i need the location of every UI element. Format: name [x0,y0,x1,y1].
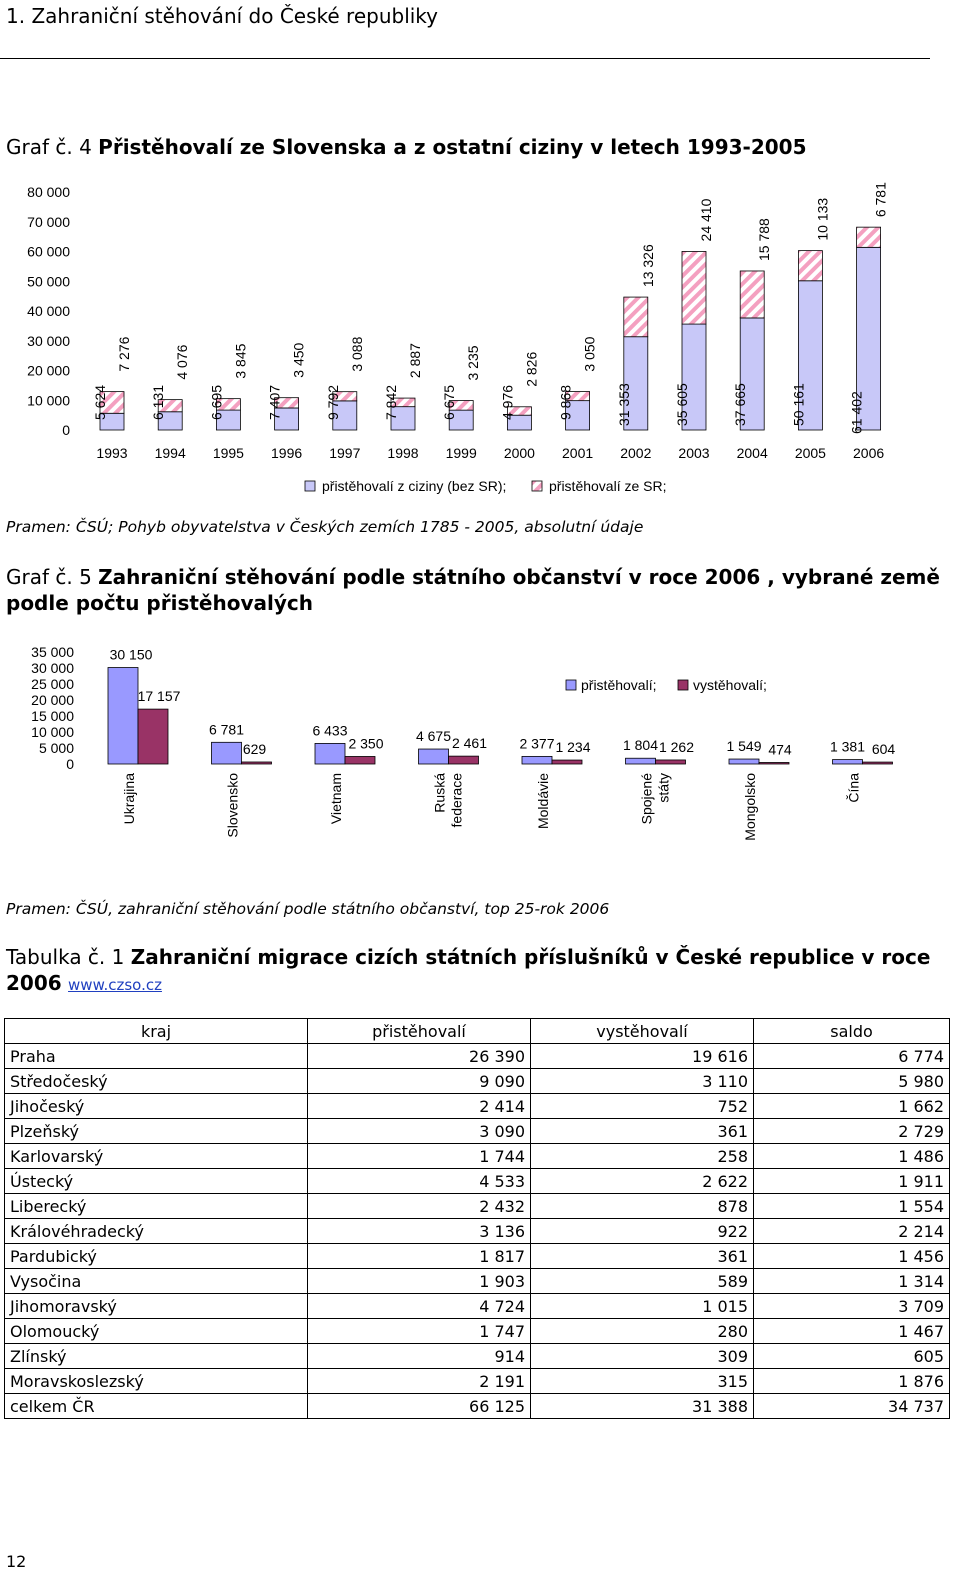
legend-label-slovak: přistěhovalí ze SR; [549,478,667,494]
czso-link[interactable]: www.czso.cz [68,976,162,994]
cell-kraj: Jihočeský [5,1094,308,1119]
cell-emigrants: 361 [531,1244,754,1269]
bar-immigrants [833,760,863,764]
cell-emigrants: 922 [531,1219,754,1244]
bar-slovak [682,251,706,324]
x-tick-label: 1995 [212,445,244,461]
section-divider [0,58,930,59]
bar-immigrants [212,742,242,764]
legend-label-immigrants: přistěhovalí; [581,677,657,693]
table-row [5,1269,950,1294]
x-tick-label: 2003 [678,445,710,461]
x-tick-label: 1994 [154,445,186,461]
graph5-caption [6,564,946,616]
cell-kraj: Zlínský [5,1344,308,1369]
data-label-immigrants: 1 549 [726,738,762,755]
table-row [5,1369,950,1394]
cell-saldo: 1 662 [754,1094,950,1119]
x-category-label: federace [448,773,465,828]
graph4-source: Pramen: ČSÚ; Pohyb obyvatelstva v Českých zemích 1785 - 2005, absolutní údaje [6,518,644,536]
cell-saldo: 1 467 [754,1319,950,1344]
cell-kraj: Pardubický [5,1244,308,1269]
x-tick-label: 2004 [736,445,768,461]
data-label-foreign: 9 792 [324,384,341,420]
cell-saldo: 605 [754,1344,950,1369]
data-label-immigrants: 30 150 [109,646,153,663]
data-label-foreign: 7 842 [383,384,399,420]
data-label-foreign: 61 402 [848,391,865,434]
data-label-emigrants: 2 350 [348,735,384,752]
x-tick-label: 1998 [387,445,419,461]
data-label-emigrants: 604 [871,741,896,758]
bar-immigrants [419,749,449,764]
data-label-foreign: 6 695 [208,384,225,420]
bar-slovak [740,271,764,318]
cell-immigrants: 1 747 [308,1319,531,1344]
cell-kraj: Vysočina [5,1269,308,1294]
x-tick-label: 2002 [620,445,652,461]
bar-immigrants [522,756,552,764]
y-tick-label: 20 000 [27,362,70,379]
section-title: 1. Zahraniční stěhování do České republiky [6,4,439,28]
table-row [5,1194,950,1219]
cell-saldo: 6 774 [754,1044,950,1069]
table-row [5,1094,950,1119]
y-tick-label: 25 000 [31,676,74,692]
x-category-label: Ukrajina [121,773,137,825]
cell-saldo: 1 314 [754,1269,950,1294]
cell-immigrants: 3 136 [308,1219,531,1244]
legend-swatch-slovak [532,481,542,491]
data-label-foreign: 37 665 [732,383,749,426]
cell-saldo: 1 554 [754,1194,950,1219]
y-tick-label: 20 000 [31,692,74,708]
y-tick-label: 80 000 [27,184,70,200]
data-label-slovak: 10 133 [814,197,831,241]
cell-immigrants: 3 090 [308,1119,531,1144]
graph5-chart [0,635,960,860]
cell-emigrants: 878 [531,1194,754,1219]
data-label-emigrants: 1 234 [555,739,591,756]
cell-immigrants: 2 191 [308,1369,531,1394]
table1-caption [6,944,946,998]
data-label-slovak: 2 826 [523,351,540,387]
data-label-slovak: 7 276 [116,336,132,372]
cell-kraj: Liberecký [5,1194,308,1219]
cell-emigrants: 3 110 [531,1069,754,1094]
x-category-label: Slovensko [224,773,241,838]
legend-swatch-foreign [305,481,315,491]
cell-immigrants: 66 125 [308,1394,531,1419]
data-label-slovak: 6 781 [872,182,889,218]
data-label-emigrants: 1 262 [658,738,695,755]
cell-immigrants: 1 903 [308,1269,531,1294]
cell-emigrants: 589 [531,1269,754,1294]
cell-kraj: Karlovarský [5,1144,308,1169]
x-category-label: Vietnam [328,773,344,825]
bar-emigrants [759,762,789,764]
table-row [5,1394,950,1419]
table-row [5,1144,950,1169]
x-tick-label: 1996 [271,445,303,461]
data-label-foreign: 50 161 [790,383,807,426]
table-row [5,1294,950,1319]
cell-emigrants: 1 015 [531,1294,754,1319]
data-label-immigrants: 2 377 [519,735,555,752]
bar-emigrants [138,709,168,764]
data-label-foreign: 9 868 [557,384,574,420]
data-label-slovak: 2 887 [407,343,423,379]
data-label-slovak: 3 050 [581,336,598,372]
cell-saldo: 2 214 [754,1219,950,1244]
cell-saldo: 1 456 [754,1244,950,1269]
header-emigrants: vystěhovalí [531,1019,754,1044]
cell-immigrants: 4 533 [308,1169,531,1194]
data-label-immigrants: 1 381 [829,738,866,755]
data-label-slovak: 13 326 [639,244,656,288]
graph4-chart [0,175,960,515]
x-category-label: státy [655,773,672,803]
header-kraj: kraj [5,1019,308,1044]
bar-emigrants [656,760,686,764]
cell-emigrants: 31 388 [531,1394,754,1419]
header-saldo: saldo [754,1019,950,1044]
cell-saldo: 2 729 [754,1119,950,1144]
graph5-caption-prefix: Graf č. 5 [6,565,92,589]
x-tick-label: 2006 [853,445,885,461]
cell-emigrants: 19 616 [531,1044,754,1069]
y-tick-label: 30 000 [27,332,70,349]
data-label-emigrants: 2 461 [451,735,488,752]
data-label-immigrants: 1 804 [622,737,659,754]
cell-emigrants: 361 [531,1119,754,1144]
header-immigrants: přistěhovalí [308,1019,531,1044]
cell-saldo: 1 876 [754,1369,950,1394]
table-row [5,1044,950,1069]
y-tick-label: 70 000 [27,213,70,230]
cell-kraj: Olomoucký [5,1319,308,1344]
graph4-caption-prefix: Graf č. 4 [6,135,92,159]
legend-label-emigrants: vystěhovalí; [693,677,767,693]
bar-emigrants [242,762,272,764]
cell-saldo: 1 486 [754,1144,950,1169]
graph4-caption-title: Přistěhovalí ze Slovenska a z ostatní ciziny v letech 1993-2005 [98,135,807,159]
cell-immigrants: 1 817 [308,1244,531,1269]
x-tick-label: 2005 [794,445,826,461]
data-label-slovak: 3 235 [465,345,482,381]
cell-kraj: Královéhradecký [5,1219,308,1244]
migration-table [4,1018,950,1419]
table-row [5,1169,950,1194]
y-tick-label: 15 000 [31,708,74,724]
cell-saldo: 1 911 [754,1169,950,1194]
cell-kraj: Praha [5,1044,308,1069]
x-category-label: Moldávie [535,773,551,830]
y-tick-label: 60 000 [27,243,70,260]
page-number: 12 [6,1552,27,1571]
cell-kraj: Středočeský [5,1069,308,1094]
cell-immigrants: 4 724 [308,1294,531,1319]
cell-immigrants: 1 744 [308,1144,531,1169]
y-tick-label: 10 000 [27,392,70,409]
y-tick-label: 5 000 [38,740,74,756]
x-category-label: Čína [845,773,862,803]
data-label-slovak: 3 845 [232,343,249,379]
table-row [5,1344,950,1369]
data-label-slovak: 3 088 [348,336,365,372]
table-header-row [5,1019,950,1044]
cell-emigrants: 309 [531,1344,754,1369]
x-tick-label: 2001 [562,445,594,461]
data-label-immigrants: 6 781 [208,721,245,738]
data-label-foreign: 7 407 [266,384,283,420]
cell-kraj: Jihomoravský [5,1294,308,1319]
data-label-immigrants: 4 675 [415,728,452,745]
cell-kraj: celkem ČR [5,1394,308,1419]
cell-kraj: Plzeňský [5,1119,308,1144]
data-label-foreign: 31 353 [615,383,632,426]
data-label-slovak: 4 076 [174,344,191,380]
legend-swatch-immigrants [566,680,576,690]
data-label-foreign: 4 976 [499,384,516,420]
cell-immigrants: 9 090 [308,1069,531,1094]
bar-immigrants [315,743,345,764]
x-tick-label: 1997 [329,445,361,461]
cell-emigrants: 315 [531,1369,754,1394]
data-label-slovak: 15 788 [756,218,773,261]
data-label-emigrants: 629 [242,740,267,757]
y-tick-label: 0 [66,756,74,772]
data-label-slovak: 24 410 [698,198,714,242]
table-row [5,1119,950,1144]
cell-immigrants: 2 414 [308,1094,531,1119]
legend-swatch-emigrants [678,680,688,690]
bar-emigrants [345,756,375,764]
cell-immigrants: 2 432 [308,1194,531,1219]
data-label-immigrants: 6 433 [312,722,348,739]
y-tick-label: 0 [62,422,70,438]
cell-emigrants: 752 [531,1094,754,1119]
cell-kraj: Ústecký [5,1169,308,1194]
legend-label-foreign: přistěhovalí z ciziny (bez SR); [322,478,507,494]
table-row [5,1219,950,1244]
table-row [5,1244,950,1269]
graph5-source: Pramen: ČSÚ, zahraniční stěhování podle státního občanství, top 25-rok 2006 [6,900,610,918]
data-label-foreign: 35 605 [674,383,690,426]
y-tick-label: 50 000 [27,273,70,290]
cell-emigrants: 258 [531,1144,754,1169]
cell-kraj: Moravskoslezský [5,1369,308,1394]
table1-caption-prefix: Tabulka č. 1 [6,945,125,969]
bar-emigrants [552,760,582,764]
x-tick-label: 2000 [503,445,535,461]
cell-emigrants: 280 [531,1319,754,1344]
y-tick-label: 30 000 [31,660,74,676]
x-category-label: Mongolsko [742,773,758,841]
bar-slovak [857,227,881,247]
data-label-slovak: 3 450 [290,342,307,378]
bar-emigrants [449,756,479,764]
table1-caption-title: Zahraniční migrace cizích státních příslušníků v České republice v roce 2006 [6,945,931,995]
bar-immigrants [108,668,138,764]
x-category-label: Ruská [431,773,448,813]
cell-saldo: 34 737 [754,1394,950,1419]
table-row [5,1319,950,1344]
y-tick-label: 35 000 [31,644,74,660]
bar-immigrants [729,759,759,764]
x-tick-label: 1993 [96,445,128,461]
bar-slovak [624,297,648,337]
data-label-foreign: 5 624 [92,384,108,420]
data-label-foreign: 6 131 [150,384,167,420]
x-tick-label: 1999 [445,445,477,461]
cell-immigrants: 914 [308,1344,531,1369]
y-tick-label: 10 000 [31,724,74,740]
graph5-caption-title: Zahraniční stěhování podle státního občanství v roce 2006 , vybrané země podle počtu přistěhovalých [6,565,940,615]
data-label-emigrants: 17 157 [137,688,181,705]
y-tick-label: 40 000 [27,303,70,319]
bar-emigrants [863,762,893,764]
bar-slovak [798,251,822,281]
data-label-emigrants: 474 [768,741,792,758]
data-label-foreign: 6 675 [441,384,458,420]
graph4-caption [6,135,807,159]
cell-saldo: 5 980 [754,1069,950,1094]
cell-immigrants: 26 390 [308,1044,531,1069]
table-row [5,1069,950,1094]
x-category-label: Spojené [638,773,655,825]
bar-immigrants [626,758,656,764]
cell-saldo: 3 709 [754,1294,950,1319]
cell-emigrants: 2 622 [531,1169,754,1194]
